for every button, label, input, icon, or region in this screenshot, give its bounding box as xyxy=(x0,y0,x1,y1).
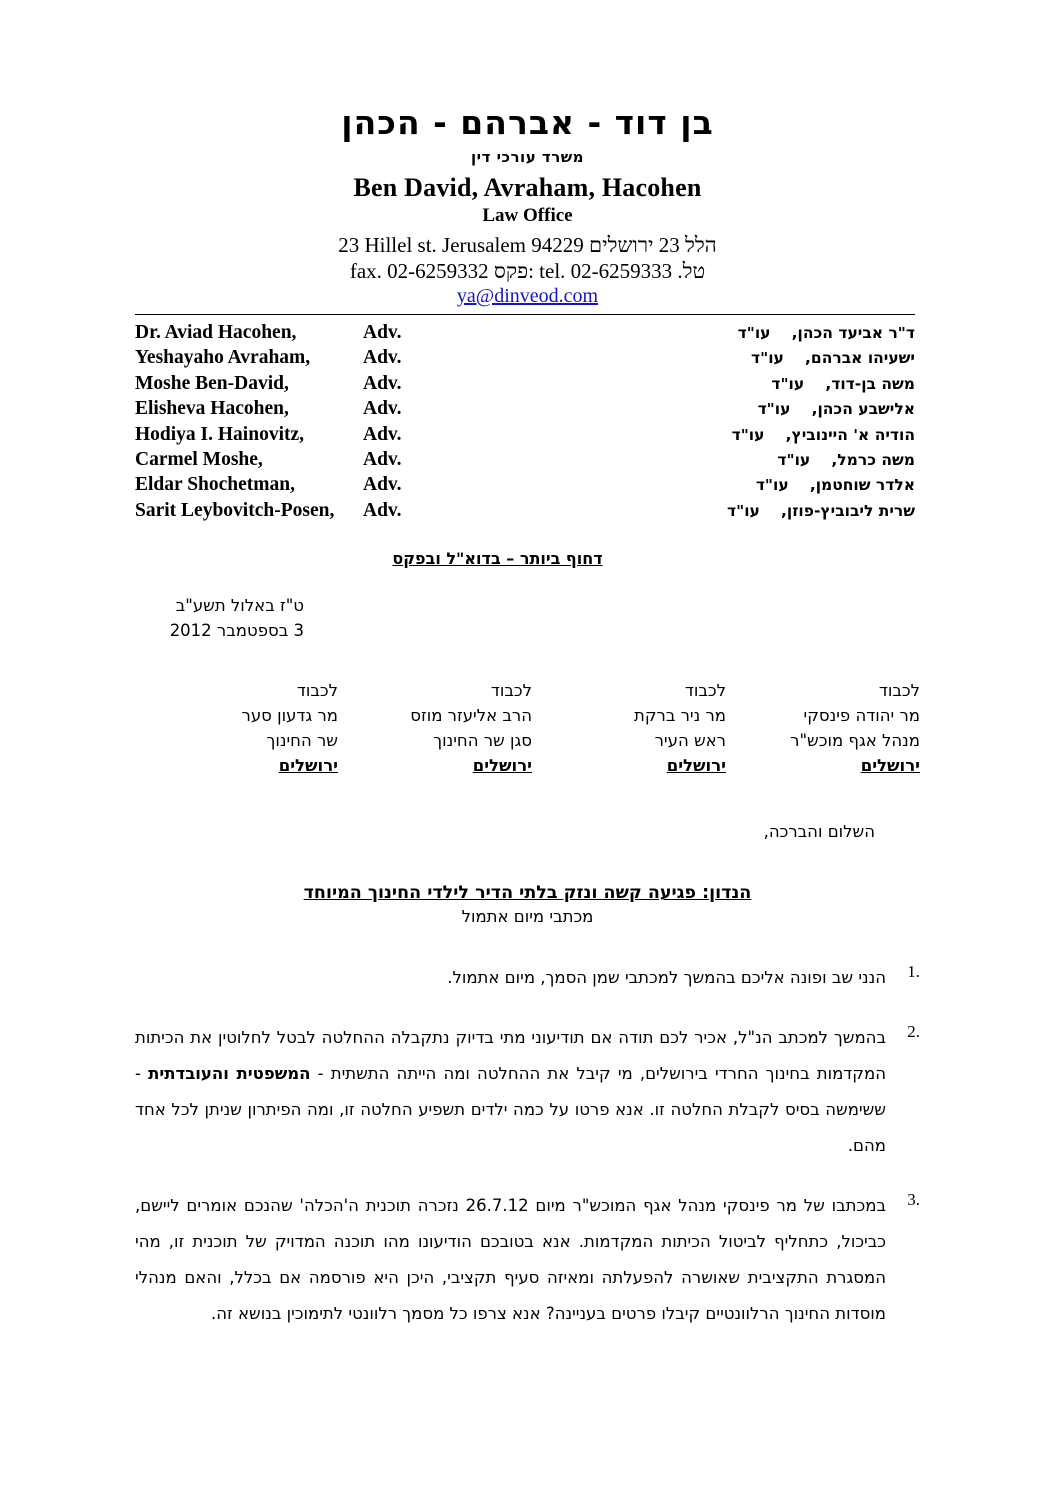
paragraph-number: .3 xyxy=(907,1189,920,1209)
addressee-name: הרב אליעזר מוזס xyxy=(410,705,532,725)
roster-name-hebrew: ד"ר אביעד הכהן, xyxy=(791,323,915,342)
urgency-text: דחוף ביותר – בדוא"ל ובפקס xyxy=(392,549,603,569)
roster-row xyxy=(135,347,915,372)
addressee-salutation: לכבוד xyxy=(296,680,338,700)
addressee-role: סגן שר החינוך xyxy=(433,730,532,750)
roster-title-hebrew: עו"ד xyxy=(777,450,811,469)
addressee-name: מר יהודה פינסקי xyxy=(803,705,920,725)
addressee-role: ראש העיר xyxy=(654,730,726,750)
roster-title-hebrew: עו"ד xyxy=(771,374,805,393)
roster-entry-hebrew xyxy=(751,349,915,367)
roster-entry-english xyxy=(135,322,401,344)
roster-name-english: Yeshayaho Avraham, xyxy=(135,347,311,369)
roster-title-english: Adv. xyxy=(363,347,402,369)
addressee-city: ירושלים xyxy=(472,755,532,775)
roster-name-hebrew: הודיה א' היינוביץ, xyxy=(785,425,915,444)
roster-entry-english xyxy=(135,424,401,446)
paragraph-number: .2 xyxy=(907,1021,920,1041)
date-gregorian: 3 בספטמבר 2012 xyxy=(169,620,304,640)
roster-name-english: Moshe Ben-David, xyxy=(135,372,289,394)
addressee-role: שר החינוך xyxy=(266,730,338,750)
paragraph-run: במכתבו של מר פינסקי מנהל אגף המוכש"ר מיום 26.7.12 נזכרה תוכנית ה'הכלה' שהנכם אומרים ליישם, כביכול, כתחליף לביטול הכיתות המקדמות. אנא בטובכם הודיעונו מהו תוכנה המדויק של תוכנית זו, מהי המסגרת התקציבית שאושרה להפעלתה ומאיזה סעיף תקציבי, היכן היא פורסמה אם בכלל, והאם מנהלי מוסדות החינוך הרלוונטיים קיבלו פרטים בעניינה? אנא צרפו כל מסמך רלוונטי לתימוכין בנושא זה. xyxy=(135,1195,886,1323)
paragraph-emphasis: המשפטית והעובדתית xyxy=(148,1063,311,1083)
addressee-name: מר ניר ברקת xyxy=(633,705,726,725)
roster-name-english: Hodiya I. Hainovitz, xyxy=(135,423,305,445)
greeting: השלום והברכה, xyxy=(763,821,875,841)
roster-title-english: Adv. xyxy=(363,499,402,521)
roster-name-hebrew: אלדר שוחטמן, xyxy=(809,476,915,495)
roster-row xyxy=(135,500,915,525)
firm-name-hebrew: בן דוד - אברהם - הכהן xyxy=(341,103,714,142)
date-hebrew: ט"ז באלול תשע"ב xyxy=(175,596,304,616)
letterhead xyxy=(0,0,1055,308)
roster-title-hebrew: עו"ד xyxy=(727,501,760,520)
subject-subline: מכתבי מיום אתמול xyxy=(461,906,594,926)
roster-entry-hebrew xyxy=(732,426,915,444)
body-paragraph xyxy=(135,960,920,996)
addressee-name: מר גדעון סער xyxy=(241,705,338,725)
subject-block xyxy=(0,883,1055,926)
addressee-salutation: לכבוד xyxy=(878,680,920,700)
roster-name-english: Elisheva Hacohen, xyxy=(135,398,289,420)
roster-name-hebrew: ישעיהו אברהם, xyxy=(805,349,915,368)
subject-line: הנדון: פגיעה קשה ונזק בלתי הדיר לילדי החינוך המיוחד xyxy=(303,882,752,903)
addressee-block xyxy=(580,678,726,778)
body-paragraph xyxy=(135,1188,920,1332)
roster-name-hebrew: משה בן-דוד, xyxy=(825,374,915,393)
roster-name-hebrew: שרית ליבוביץ-פוזן, xyxy=(781,501,915,520)
roster-name-hebrew: אלישבע הכהן, xyxy=(811,400,915,419)
addressee-city: ירושלים xyxy=(278,755,338,775)
roster-name-english: Sarit Leybovitch-Posen, xyxy=(135,499,335,521)
paragraph-text xyxy=(135,1020,886,1164)
roster-title-hebrew: עו"ד xyxy=(755,476,789,495)
roster-title-hebrew: עו"ד xyxy=(737,323,771,342)
letter-body xyxy=(135,960,920,1332)
roster-name-hebrew: משה כרמל, xyxy=(831,450,915,469)
addressee-block xyxy=(386,678,532,778)
addressee-row xyxy=(135,678,920,778)
addressee-city: ירושלים xyxy=(666,755,726,775)
roster-name-english: Eldar Shochetman, xyxy=(135,474,295,496)
roster-entry-hebrew xyxy=(727,502,915,520)
addressee-salutation: לכבוד xyxy=(490,680,532,700)
roster-entry-hebrew xyxy=(756,476,915,494)
body-paragraph xyxy=(135,1020,920,1164)
roster-entry-hebrew xyxy=(758,400,915,418)
roster-row xyxy=(135,449,915,474)
roster-entry-hebrew xyxy=(771,375,915,393)
date-block xyxy=(152,594,304,644)
office-address: 23 Hillel st. Jerusalem 94229 הלל 23 ירושלים xyxy=(338,232,717,257)
roster-entry-hebrew xyxy=(777,451,915,469)
roster-title-hebrew: עו"ד xyxy=(731,425,765,444)
roster-row xyxy=(135,373,915,398)
roster-title-english: Adv. xyxy=(363,448,402,470)
roster-title-hebrew: עו"ד xyxy=(757,400,791,419)
firm-subtitle-hebrew: משרד עורכי דין xyxy=(471,147,584,166)
roster-name-english: Dr. Aviad Hacohen, xyxy=(135,321,297,343)
roster-title-english: Adv. xyxy=(363,372,402,394)
roster-row xyxy=(135,398,915,423)
roster-entry-english xyxy=(135,449,401,471)
firm-subtitle-english: Law Office xyxy=(482,204,573,226)
paragraph-text xyxy=(135,960,886,996)
paragraph-number: .1 xyxy=(907,961,920,981)
paragraph-run: - ששימשה בסיס לקבלת החלטה זו. אנא פרטו על כמה ילדים תשפיע החלטה זו, ומה הפיתרון שניתן לכל אחד מהם. xyxy=(135,1063,886,1155)
paragraph-run: בהמשך למכתב הנ"ל, אכיר לכם תודה אם תודיעוני מתי בדיוק נתקבלה ההחלטה לבטל לחלוטין את הכיתות המקדמות בחינוך החרדי בירושלים, מי קיבל את ההחלטה ומה הייתה התשתית - xyxy=(135,1027,886,1083)
paragraph-run: הנני שב ופונה אליכם בהמשך למכתבי שמן הסמך, מיום אתמול. xyxy=(447,967,886,987)
roster-row xyxy=(135,322,915,347)
roster-title-english: Adv. xyxy=(363,474,402,496)
addressee-salutation: לכבוד xyxy=(684,680,726,700)
addressee-block xyxy=(774,678,920,778)
roster-row xyxy=(135,424,915,449)
addressee-role: מנהל אגף מוכש"ר xyxy=(790,730,920,750)
lawyer-roster xyxy=(135,314,915,525)
roster-entry-english xyxy=(135,373,401,395)
roster-entry-english xyxy=(135,398,401,420)
firm-name-english: Ben David, Avraham, Hacohen xyxy=(353,172,702,202)
office-phone-fax: fax. 02-6259332 פקס: tel. 02-6259333 .טל xyxy=(349,258,706,283)
addressee-block xyxy=(192,678,338,778)
urgency-banner xyxy=(0,549,1055,568)
roster-title-english: Adv. xyxy=(363,321,402,343)
roster-title-hebrew: עו"ד xyxy=(751,349,784,368)
roster-entry-english xyxy=(135,474,401,496)
roster-entry-english xyxy=(135,347,401,369)
paragraph-text xyxy=(135,1188,886,1332)
roster-title-english: Adv. xyxy=(363,398,402,420)
roster-title-english: Adv. xyxy=(363,423,402,445)
email-link[interactable]: ya@dinveod.com xyxy=(456,284,599,307)
roster-name-english: Carmel Moshe, xyxy=(135,448,263,470)
email-line xyxy=(0,285,1055,308)
addressee-city: ירושלים xyxy=(860,755,920,775)
roster-entry-english xyxy=(135,500,401,522)
roster-entry-hebrew xyxy=(738,324,915,342)
roster-row xyxy=(135,474,915,499)
